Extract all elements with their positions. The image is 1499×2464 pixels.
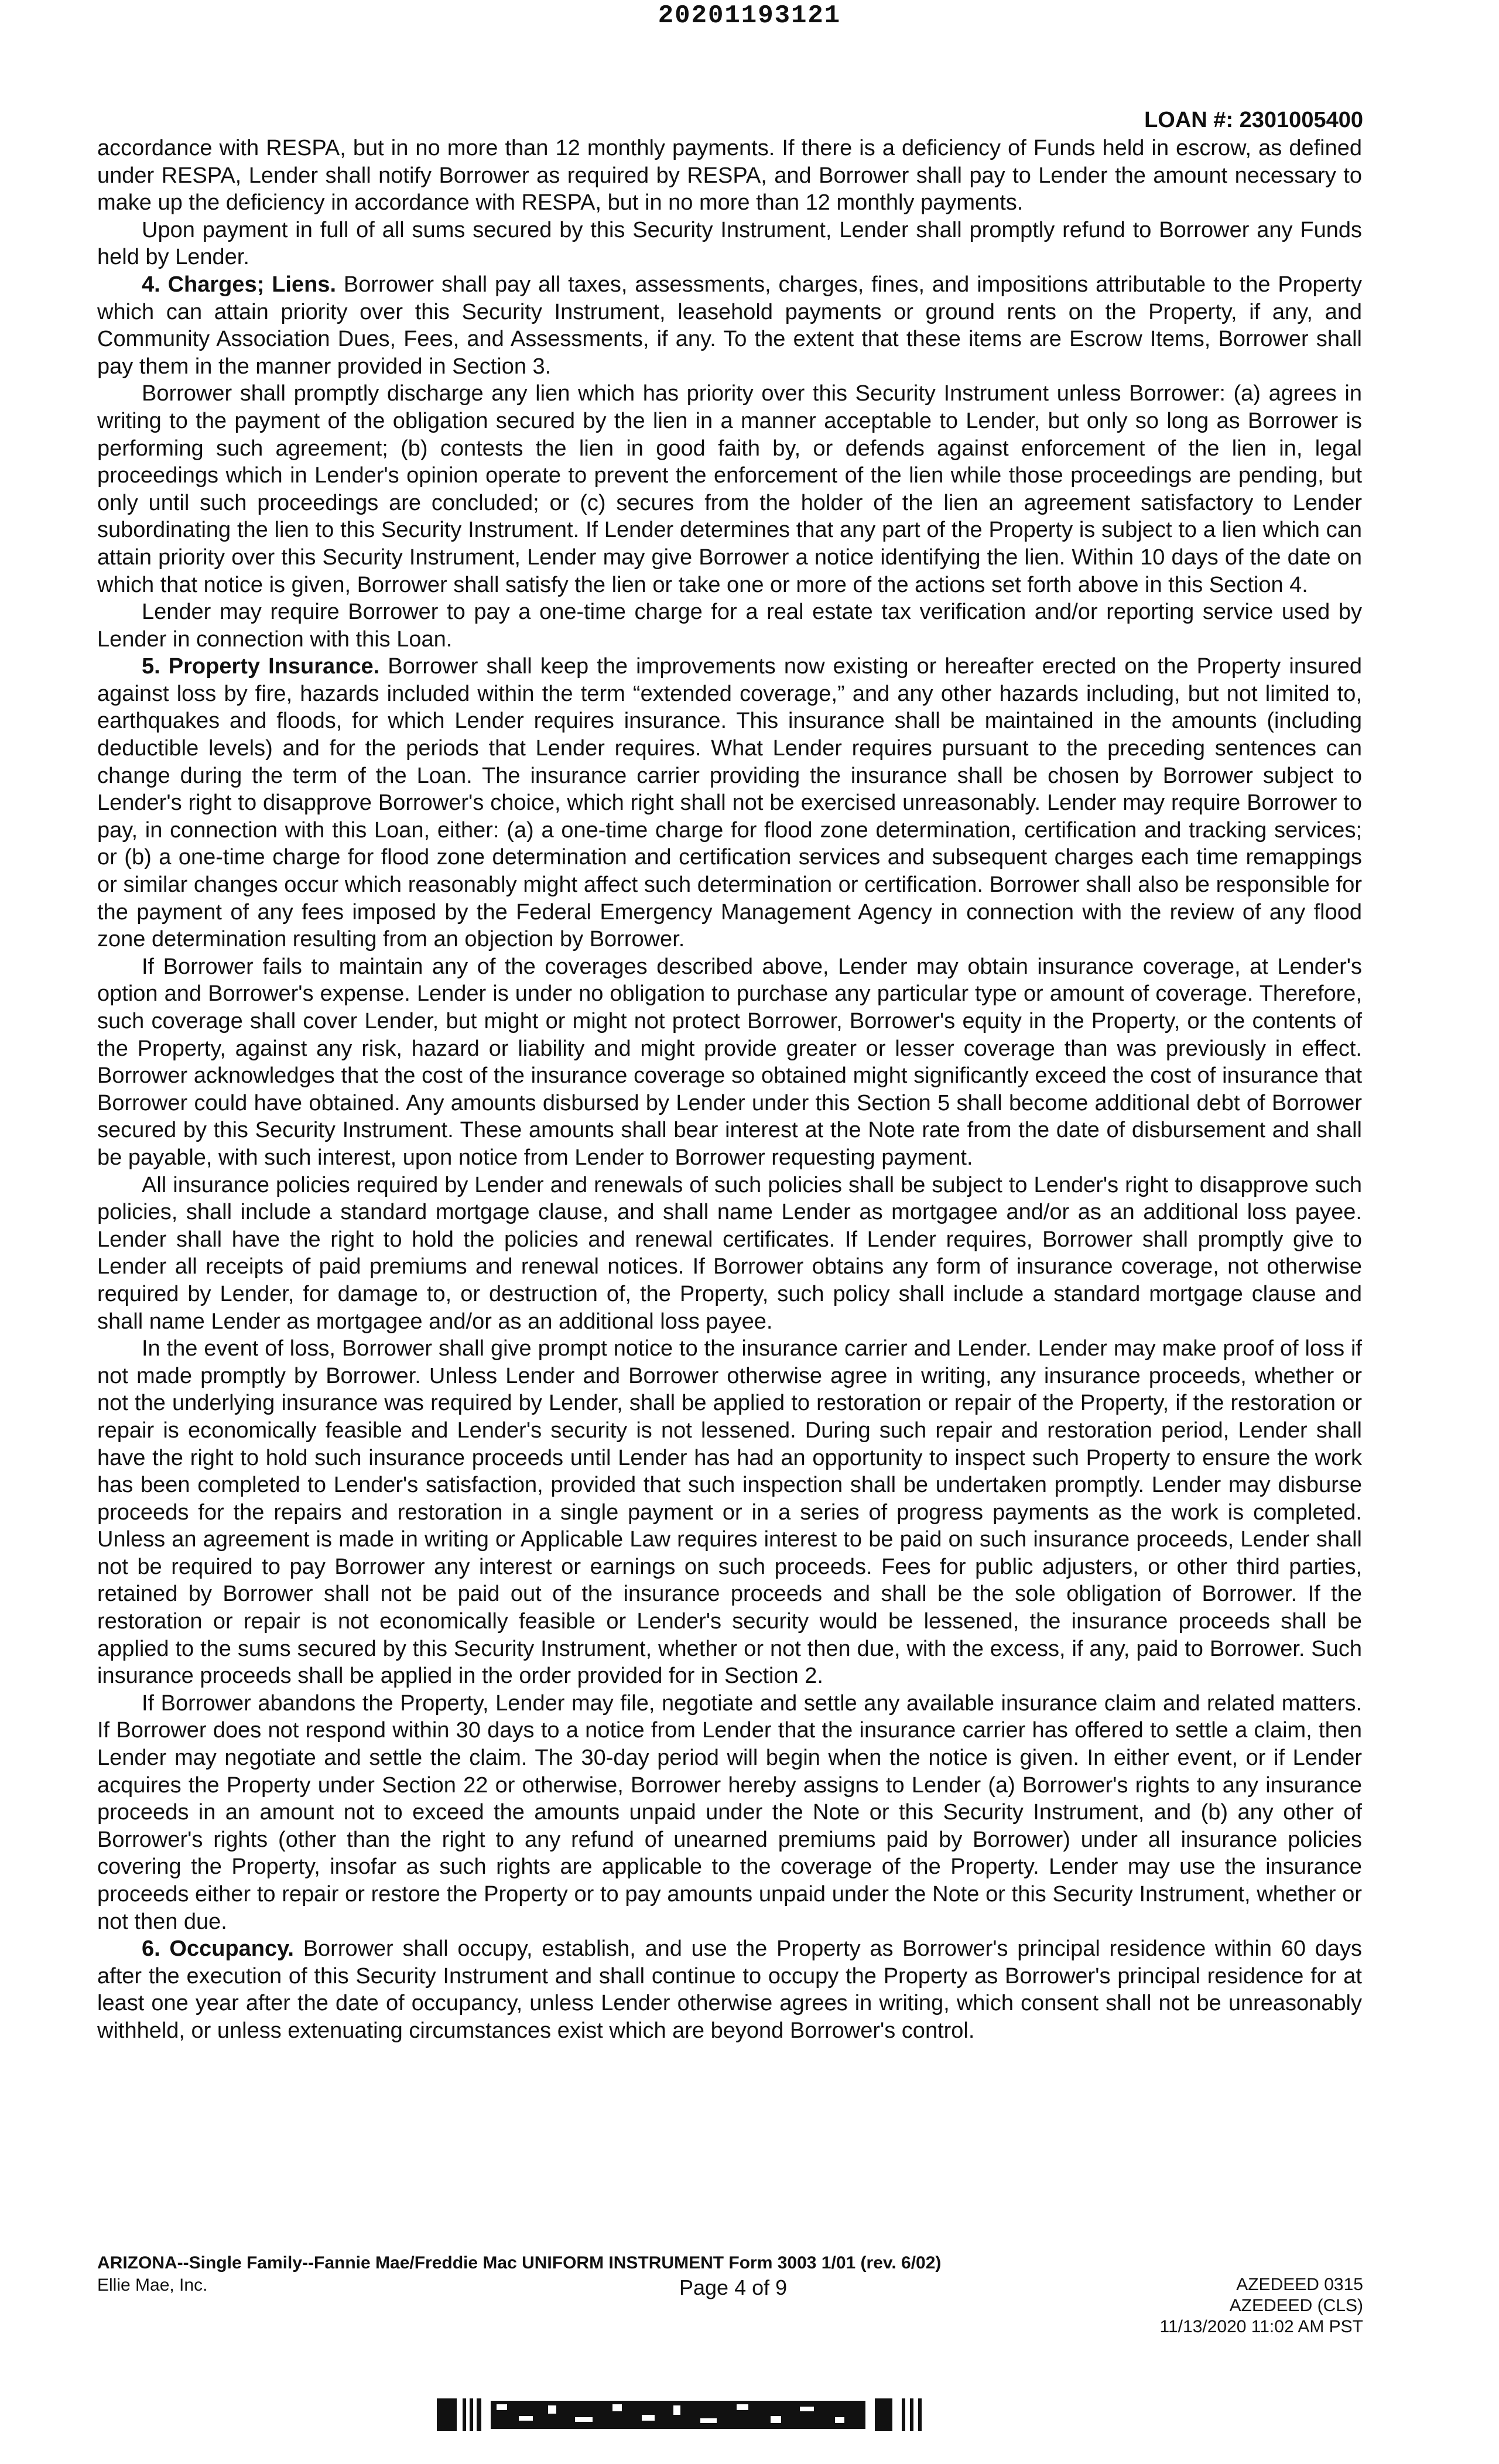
section-6-text: Borrower shall occupy, establish, and use the Property as Borrower's principal residence within 60 days after the execution of this Security Instrument and shall continue to occupy the Property as Borrower's principal residence for at least one year after the date of occupancy, unless Lender otherwise agrees in writing, which consent shall not be unreasonably withheld, or unless extenuating circumstances exist which are beyond Borrower's control. (97, 1936, 1362, 2043)
barcode-graphic (437, 2398, 1028, 2431)
paragraph: All insurance policies required by Lender and renewals of such policies shall be subject to Lender's right to disapprove such policies, shall include a standard mortgage clause, and shall name Lender as mortgagee and/or as an additional loss payee. Lender shall have the right to hold the policies and renewal certificates. If Lender requires, Borrower shall promptly give to Lender all receipts of paid premiums and renewal notices. If Borrower obtains any form of insurance coverage, not otherwise required by Lender, for damage to, or destruction of, the Property, such policy shall include a standard mortgage clause and shall name Lender as mortgagee and/or as an additional loss payee. (97, 1172, 1362, 1334)
paragraph: If Borrower fails to maintain any of the coverages described above, Lender may obtain insurance coverage, at Lender's option and Borrower's expense. Lender is under no obligation to purchase any particular type or amount of coverage. Therefore, such coverage shall cover Lender, but might or might not protect Borrower, Borrower's equity in the Property, or the contents of the Property, against any risk, hazard or liability and might provide greater or lesser coverage than was previously in effect. Borrower acknowledges that the cost of the insurance coverage so obtained might significantly exceed the cost of insurance that Borrower could have obtained. Any amounts disbursed by Lender under this Section 5 shall become additional debt of Borrower secured by this Security Instrument. These amounts shall bear interest at the Note rate from the date of disbursement and shall be payable, with such interest, upon notice from Lender to Borrower requesting payment. (97, 954, 1362, 1170)
loan-number: LOAN #: 2301005400 (1144, 108, 1363, 132)
paragraph: Lender may require Borrower to pay a one-time charge for a real estate tax verification and/or reporting service used by Lender in connection with this Loan. (97, 600, 1362, 652)
paragraph: If Borrower abandons the Property, Lender may file, negotiate and settle any available insurance claim and related matters. If Borrower does not respond within 30 days to a notice from Lender that the insurance carrier has offered to settle a claim, then Lender may negotiate and settle the claim. The 30-day period will begin when the notice is given. In either event, or if Lender acquires the Property under Section 22 or otherwise, Borrower hereby assigns to Lender (a) Borrower's rights to any insurance proceeds in an amount not to exceed the amounts unpaid under the Note or this Security Instrument, and (b) any other of Borrower's rights (other than the right to any refund of unearned premiums paid by Borrower) under all insurance policies covering the Property, insofar as such rights are applicable to the coverage of the Property. Lender may use the insurance proceeds either to repair or restore the Property or to pay amounts unpaid under the Note or this Security Instrument, whether or not then due. (97, 1690, 1362, 1934)
section-4-heading: 4. Charges; Liens. (142, 272, 336, 297)
form-title: ARIZONA--Single Family--Fannie Mae/Freddie Mac UNIFORM INSTRUMENT Form 3003 1/01 (rev. 6/02) (97, 2253, 942, 2273)
form-code-cls: AZEDEED (CLS) (1229, 2296, 1363, 2315)
footer-left (97, 2252, 941, 2297)
section-5-heading: 5. Property Insurance. (142, 654, 380, 679)
company-name: Ellie Mae, Inc. (97, 2275, 208, 2295)
print-timestamp: 11/13/2020 11:02 AM PST (1159, 2317, 1363, 2336)
paragraph: In the event of loss, Borrower shall give prompt notice to the insurance carrier and Lender. Lender may make proof of loss if not made promptly by Borrower. Unless Lender and Borrower otherwise agree in writing, any insurance proceeds, whether or not the underlying insurance was required by Lender, shall be applied to restoration or repair of the Property, if the restoration or repair is economically feasible and Lender's security is not lessened. During such repair and restoration period, Lender shall have the right to hold such insurance proceeds until Lender has had an opportunity to inspect such Property to ensure the work has been completed to Lender's satisfaction, provided that such inspection shall be undertaken promptly. Lender may disburse proceeds for the repairs and restoration in a single payment or in a series of progress payments as the work is completed. Unless an agreement is made in writing or Applicable Law requires interest to be paid on such insurance proceeds, Lender shall not be required to pay Borrower any interest or earnings on such proceeds. Fees for public adjusters, or other third parties, retained by Borrower shall not be paid out of the insurance proceeds and shall be the sole obligation of Borrower. If the restoration or repair is not economically feasible or Lender's security would be lessened, the insurance proceeds shall be applied to the sums secured by this Security Instrument, whether or not then due, with the excess, if any, paid to Borrower. Such insurance proceeds shall be applied in the order provided for in Section 2. (97, 1336, 1362, 1689)
paragraph: accordance with RESPA, but in no more than 12 monthly payments. If there is a deficiency of Funds held in escrow, as defined under RESPA, Lender shall notify Borrower as required by RESPA, and Borrower shall pay to Lender the amount necessary to make up the deficiency in accordance with RESPA, but in no more than 12 monthly payments. (97, 136, 1362, 215)
section-5-paragraph (97, 653, 1362, 953)
section-6-heading: 6. Occupancy. (142, 1936, 294, 1962)
page-number: Page 4 of 9 (679, 2275, 788, 2299)
paragraph: Borrower shall promptly discharge any lien which has priority over this Security Instrument unless Borrower: (a) agrees in writing to the payment of the obligation secured by the lien in a manner acceptable to Lender, but only so long as Borrower is performing such agreement; (b) contests the lien in good faith by, or defends against enforcement of the lien in, legal proceedings which in Lender's opinion operate to prevent the enforcement of the lien while those proceedings are pending, but only until such proceedings are concluded; or (c) secures from the holder of the lien an agreement satisfactory to Lender subordinating the lien to this Security Instrument. If Lender determines that any part of the Property is subject to a lien which can attain priority over this Security Instrument, Lender may give Borrower a notice identifying the lien. Within 10 days of the date on which that notice is given, Borrower shall satisfy the lien or take one or more of the actions set forth above in this Section 4. (97, 381, 1362, 597)
section-4-paragraph (97, 271, 1362, 380)
footer-right (1160, 2274, 1363, 2338)
document-number: 20201193121 (658, 1, 841, 30)
section-4-text: Borrower shall pay all taxes, assessments, charges, fines, and impositions attributable to the Property which can attain priority over this Security Instrument, leasehold payments or ground rents on the Property, if any, and Community Association Dues, Fees, and Assessments, if any. To the extent that these items are Escrow Items, Borrower shall pay them in the manner provided in Section 3. (97, 272, 1362, 379)
paragraph: Upon payment in full of all sums secured by this Security Instrument, Lender shall promptly refund to Borrower any Funds held by Lender. (97, 217, 1362, 270)
section-6-paragraph (97, 1935, 1362, 2044)
form-code: AZEDEED 0315 (1236, 2275, 1363, 2294)
section-5-text: Borrower shall keep the improvements now existing or hereafter erected on the Property insured against loss by fire, hazards included within the term “extended coverage,” and any other hazards including, but not limited to, earthquakes and floods, for which Lender requires insurance. This insurance shall be maintained in the amounts (including deductible levels) and for the periods that Lender requires. What Lender requires pursuant to the preceding sentences can change during the term of the Loan. The insurance carrier providing the insurance shall be chosen by Borrower subject to Lender's right to disapprove Borrower's choice, which right shall not be exercised unreasonably. Lender may require Borrower to pay, in connection with this Loan, either: (a) a one-time charge for flood zone determination, certification and tracking services; or (b) a one-time charge for flood zone determination and certification services and subsequent charges each time remappings or similar changes occur which reasonably might affect such determination or certification. Borrower shall also be responsible for the payment of any fees imposed by the Federal Emergency Management Agency in connection with the review of any flood zone determination resulting from an objection by Borrower. (97, 654, 1363, 952)
document-body (97, 135, 1362, 2045)
